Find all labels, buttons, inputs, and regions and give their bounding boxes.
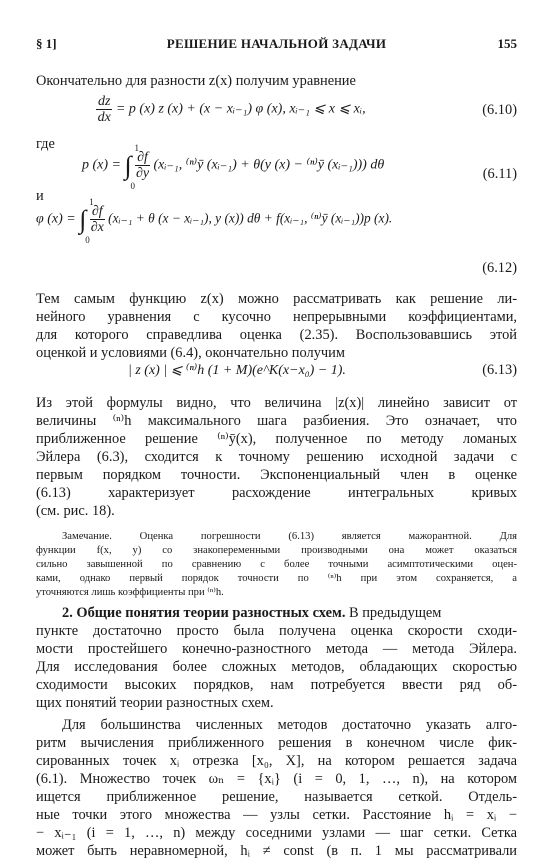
integral-upper-limit: 1 xyxy=(134,142,139,153)
text-line: Эйлера (6.3), сходится к точному решению исходной задачи с xyxy=(36,449,517,465)
equation-number: (6.11) xyxy=(482,166,517,182)
equation-body: (xᵢ₋₁ + θ (x − xᵢ₋₁), y (x)) dθ + f(xᵢ₋₁, ⁽ⁿ⁾ȳ (xᵢ₋₁))p (x). xyxy=(108,210,393,226)
text-line: величины ⁽ⁿ⁾h максимального шага разбиения. Это означает, что xyxy=(36,413,517,429)
intro-line: Окончательно для разности z(x) получим уравнение xyxy=(36,73,356,89)
text-line: оценкой и условиями (6.4), окончательно получим xyxy=(36,345,345,361)
equation-body: = p (x) z (x) + (x − xᵢ₋₁) φ (x), xᵢ₋₁ ⩽ x ⩽ xᵢ, xyxy=(115,101,366,117)
text-line: мости простейшего конечно-разностного метода — метода Эйлера. xyxy=(36,641,517,657)
text-line: ритм вычисления приближенного решения в конечном числе фик- xyxy=(36,735,517,751)
section-marker: § 1] xyxy=(36,36,57,51)
text-line: ищется приближенное решение, называется сеткой. Отдель- xyxy=(36,789,517,805)
equation-number: (6.10) xyxy=(482,102,517,118)
partial-fraction: $\frac{\partial f}{\partial x}$ xyxy=(90,204,104,235)
text-line: ные точки этого множества — узлы сетки. Расстояние hᵢ = xᵢ − xyxy=(36,807,517,823)
integral-sign: ∫ 1 0 xyxy=(79,196,94,245)
text-line: Для большинства численных методов достаточно указать алго- xyxy=(62,717,517,733)
text-line: (см. рис. 18). xyxy=(36,503,115,519)
text-line: сированных точек xᵢ отрезка [x₀, X], на котором решается задача xyxy=(36,753,517,769)
equation-6-13: | z (x) | ⩽ ⁽ⁿ⁾h (1 + M)(e^K(x−x₀) − 1). xyxy=(128,363,346,378)
equation-6-12 xyxy=(36,196,393,245)
partial-fraction: $\frac{\partial f}{\partial y}$ xyxy=(135,150,150,181)
integral-upper-limit: 1 xyxy=(89,196,94,207)
section-heading: 2. Общие понятия теории разностных схем. xyxy=(62,605,346,621)
integral-lower-limit: 0 xyxy=(85,234,90,245)
text-line: может быть неравномерной, hᵢ ≠ const (в п. 1 мы рассматривали xyxy=(36,843,517,859)
equation-6-10 xyxy=(96,94,366,125)
remark-line: ками, однако первый порядок точности по ⁽ⁿ⁾h при этом сохраняется, а xyxy=(36,573,517,584)
equation-lhs: p (x) = xyxy=(82,157,121,173)
text-line: для которого справедлива оценка (2.35). Воспользовавшись этой xyxy=(36,327,517,343)
integral-sign: ∫ 1 0 xyxy=(124,142,139,191)
page-number: 155 xyxy=(497,36,517,51)
text-fragment: В предыдущем xyxy=(345,605,442,621)
text-line: нейного уравнения с кусочно непрерывными коэффициентами, xyxy=(36,309,517,325)
text-line: приближенное решение ⁽ⁿ⁾ȳ(x), полученное по методу ломаных xyxy=(36,431,517,447)
integral-lower-limit: 0 xyxy=(130,180,135,191)
equation-number: (6.13) xyxy=(482,362,517,378)
equation-6-11 xyxy=(82,142,385,191)
label-and: и xyxy=(36,188,44,204)
text-line: Из этой формулы видно, что величина |z(x)| линейно зависит от xyxy=(36,395,517,411)
label-where: где xyxy=(36,136,55,152)
running-header xyxy=(36,36,517,52)
remark-line: Замечание. Оценка погрешности (6.13) является мажорантной. Для xyxy=(62,531,517,542)
text-line: − xᵢ₋₁ (i = 1, …, n) между соседними узлами — шаг сетки. Сетка xyxy=(36,825,517,841)
derivative-fraction: $\frac{dz}{dx}$ xyxy=(97,94,111,125)
section-heading-line xyxy=(36,604,517,622)
equation-number: (6.12) xyxy=(482,260,517,276)
text-line: Для исследования более сложных методов, обладающих скоростью xyxy=(36,659,517,675)
text-line: первым порядком точности. Экспоненциальный член в оценке xyxy=(36,467,517,483)
text-line: (6.13) характеризует расхождение интегральных кривых xyxy=(36,485,517,501)
remark-line: уточняются лишь коэффициенты при ⁽ⁿ⁾h. xyxy=(36,587,224,598)
remark-line: сильно завышенной по сравнению с более точными асимптотическими оцен- xyxy=(36,559,517,570)
equation-lhs: φ (x) = xyxy=(36,211,76,227)
running-title: РЕШЕНИЕ НАЧАЛЬНОЙ ЗАДАЧИ xyxy=(166,36,387,51)
text-line: (6.1). Множество точек ωₙ = {xᵢ} (i = 0, 1, …, n), на котором xyxy=(36,771,517,787)
text-line: пункте достаточно просто была получена оценка скорости сходи- xyxy=(36,623,517,639)
text-line: Тем самым функцию z(x) можно рассматривать как решение ли- xyxy=(36,291,517,307)
equation-body: (xᵢ₋₁, ⁽ⁿ⁾ȳ (xᵢ₋₁) + θ(y (x) − ⁽ⁿ⁾ȳ (xᵢ₋₁))) dθ xyxy=(153,157,385,173)
text-line: сходимости высоких порядков, нам потребуется ввести ряд об- xyxy=(36,677,517,693)
text-line: щих понятий теории разностных схем. xyxy=(36,695,274,711)
remark-line: функции f(x, y) со знакопеременными производными она может оказаться xyxy=(36,545,517,556)
